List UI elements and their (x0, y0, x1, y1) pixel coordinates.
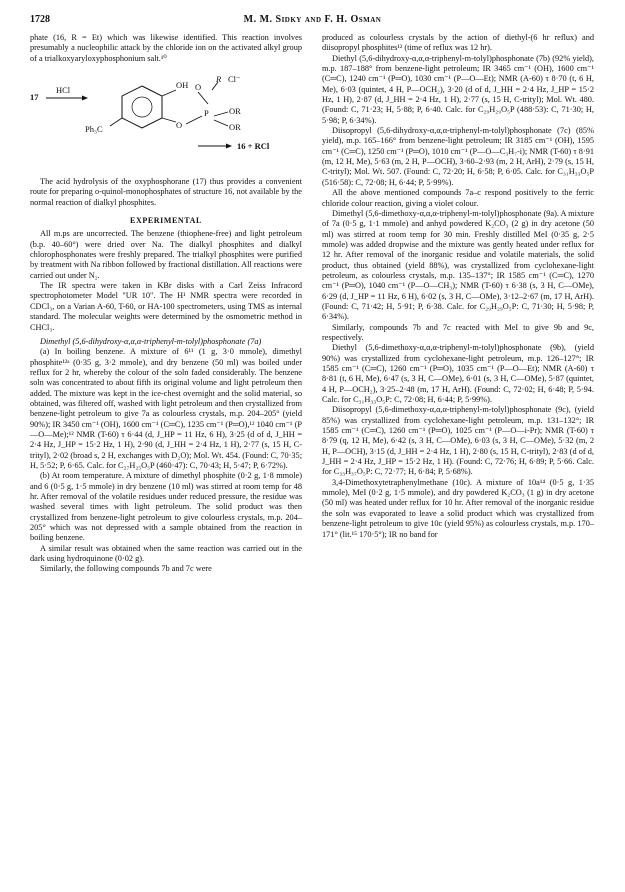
ph3c-label: Ph₃C (85, 124, 103, 135)
diisopropyl-9c-paragraph: Diisopropyl (5,6-dimethoxy-α,α,α-triphenyl-m-tolyl)phosphonate (9c), (yield 85%) was crystallized from cyclohexane-light petroleum, m.p. 131–132°; IR 1585 cm⁻¹ (C═C), 1260 cm⁻¹ (P═O), 1025 cm⁻¹ (P—O—i-Pr); NMR (T-60) τ 8·79 (q, 12 H, Me), 6·42 (s, 3 H, C—OMe), 6·03 (s, 3 H, C—OMe), 5·32 (m, 2 H, P—OCH), 3·15 (d, J_HH = 2·4 Hz, 1 H), 2·80 (s, 15 H, C-trityl), 2·83 (d of d, J_HH = 2·4 Hz, J_HP = 15·2 Hz, 1 H). (Found: C, 72·76; H, 6·89; P, 5·66. Calc. for C₃₃H₃₇O₅P: C, 72·77; H, 6·84; P, 5·68%). (322, 405, 594, 477)
r-label: R (216, 74, 222, 85)
tetraphenylmethane-10c-paragraph: 3,4-Dimethoxytetraphenylmethane (10c). A mixture of 10a¹⁴ (0·5 g, 1·35 mmole), MeI (0·2 g, 1·5 mmole), and dry powdered K₂CO₃ (1 g) in dry acetone (50 ml) was heated under reflux for 10 hr. After removal of the inorganic residue the soln was evaporated to leave a solid product which was crystallized from benzene-light petroleum to give 10c (yield 95%) as colourless crystals, m.p. 170–171° (lit.¹⁵ 170·5°); IR no band for (322, 477, 594, 539)
bond-o (162, 118, 176, 122)
bond-trityl (110, 118, 122, 126)
bond-p-or-2 (214, 120, 228, 126)
reaction-scheme (30, 68, 302, 163)
hcl-label: HCl (56, 85, 71, 96)
diethyl-7b-paragraph: Diethyl (5,6-dihydroxy-α,α,α-triphenyl-m-tolyl)phosphonate (7b) (92% yield), m.p. 187–188° from benzene-light petroleum; IR 3465 cm⁻¹ (OH), 1600 cm⁻¹ (C═C), 1240 cm⁻¹ (P═O), 1030 cm⁻¹ (P—O—Et); NMR (A-60) τ 8·70 (t, 6 H, Me), 6·03 (quintet, 4 H, P—OCH₂), 3·20 (d of d, J_HH = 2·4 Hz, J_HP = 15·2 Hz, 1 H), 2·87 (d, J_HH = 2·4 Hz, 1 H), 2·77 (s, 15 H, C-trityl); Mol. Wt. 480. (Found: C, 71·23; H, 5·88; P, 6·40. Calc. for C₂₉H₂₉O₅P (488·53): C, 71·30; H, 5·98; P, 6·34%). (322, 53, 594, 125)
continuation-paragraph: produced as colourless crystals by the action of diethyl-(6 hr reflux) and diisopropyl phosphites¹² (time of reflux was 12 hr). (322, 33, 594, 53)
experimental-heading: EXPERIMENTAL (130, 216, 202, 226)
o-bottom-label: O (176, 120, 183, 131)
procedure-b-room-temperature: (b) At room temperature. A mixture of dimethyl phosphite (0·2 g, 1·8 mmole) and 6 (0·5 g, 1·5 mmole) in dry benzene (10 ml) was stirred at room temp for 48 hr. After removal of the volatile residues under reduced pressure, the residue was washed several times with light petroleum. The solid product was then crystallized from benzene-light petroleum to give colourless crystals, m.p. 204–205° which was not depressed with a sample obtained from the reaction in boiling benzene. (30, 471, 302, 543)
bond-o-p-bottom (186, 116, 202, 124)
intro-paragraph: phate (16, R = Et) which was likewise identified. This reaction involves presumably a nucleophilic attack by the chloride ion on the activated alkyl group of a trialkoxyaryloxyphosphonium salt.¹⁰ (30, 33, 302, 63)
aromatic-circle (132, 97, 152, 117)
dimethyl-9a-paragraph: Dimethyl (5,6-dimethoxy-α,α,α-triphenyl-m-tolyl)phosphonate (9a). A mixture of 7a (0·5 g, 1·1 mmole) and anhyd powdered K₂CO₃ (2 g) in dry acetone (50 ml) was stirred at room temp for 30 min. Freshly distilled MeI (0·35 g, 2·5 mmole) was added dropwise and the mixture was gently heated under reflux for 12 hr. After removal of the inorganic residue and volatile materials, the solid product, thus obtained (yield 88%), was crystallized from cyclohexane-light petroleum, as colourless crystals, m.p. 135–137°; IR 1585 cm⁻¹ (C═C), 1270 cm⁻¹ (P═O), 1040 cm⁻¹ (P—O—CH₃); NMR (T-60) τ 6·38 (s, 3 H, C—OMe), 6·29 (d, J_HP = 11 Hz, 6 H), 6·02 (s, 3 H, C—OMe), 3·12–2·67 (m, 17 H, ArH). (Found: C, 71·42; H, 5·91; P, 6·38. Calc. for C₂₉H₂₉O₅P: C, 71·30; H, 5·98; P, 6·34%). (322, 208, 594, 322)
ferric-chloride-paragraph: All the above mentioned compounds 7a–c respond positively to the ferric chloride colour reaction, giving a violet colour. (322, 188, 594, 208)
product-label: 16 + RCl (237, 141, 270, 152)
compound-17-label: 17 (30, 92, 39, 103)
left-column (30, 33, 302, 575)
page-number: 1728 (30, 14, 50, 25)
chloride-label: Cl⁻ (228, 74, 241, 85)
running-title: M. M. Sidky and F. H. Osman (243, 14, 382, 25)
or-label-2: OR (229, 122, 241, 133)
o-top-label: O (195, 82, 202, 93)
oh-label: OH (176, 80, 189, 91)
phosphorus-label: P (204, 108, 209, 119)
reaction-arrowhead-1 (82, 96, 88, 101)
procedure-a-boiling-benzene: (a) In boiling benzene. A mixture of 6¹¹ (1 g, 3·0 mmole), dimethyl phosphite¹²ᵃ (0·35 g, 3·2 mmole), and dry benzene (50 ml) was boiled under reflux for 2 hr, whereby the colour of the soln faded considerably. The benzene soln was concentrated to about fifth its original volume and light petroleum then added. The mixture was kept in the ice-chest overnight and the solid material, so obtained, was filtered off, washed with light petroleum and then crystallized from benzene-light petroleum to give 7a as colourless crystals, m.p. 204–205° (yield 90%); IR 3450 cm⁻¹ (OH), 1600 cm⁻¹ (C═C), 1235 cm⁻¹ (P═O),¹² 1040 cm⁻¹ (P—O—Me);¹² NMR (T-60) τ 6·44 (d, J_HP = 11 Hz, 6 H), 3·25 (d of d, J_HH = 2·4 Hz, J_HP = 15·2 Hz, 1 H), 2·90 (d, J_HH = 2·4 Hz, 1 H), 2·77 (s, 15 H, C-trityl), 2·02 (broad s, 2 H, exchanges with D₂O); Mol. Wt. 454. (Found: C, 70·35; H, 5·52; P, 6·65. Calc. for C₂₇H₂₅O₅P (460·47): C, 70·43; H, 5·47; P, 6·72%). (30, 347, 302, 470)
bond-oh (162, 90, 176, 96)
or-label-1: OR (229, 106, 241, 117)
dimethyl-7a-heading: Dimethyl (5,6-dihydroxy-α,α,α-triphenyl-m-tolyl)phosphonate (7a) (40, 336, 262, 346)
diisopropyl-7c-paragraph: Diisopropyl (5,6-dihydroxy-α,α,α-triphenyl-m-tolyl)phosphonate (7c) (85% yield), m.p. 165–166° from benzene-light petroleum; IR 3185 cm⁻¹ (OH), 1595 cm⁻¹ (C═C), 1250 cm⁻¹ (P═O), 1010 cm⁻¹ (P—O—C₃H₇-i); NMR (T-60) τ 8·91 (m, 12 H, Me), 5·63 (m, 2 H, P—OCH), 3·60–2·93 (m, 2 H, ArH), 2·79 (s, 15 H, C-trityl); Mol. Wt. 507. (Found: C, 72·20; H, 6·58; P, 6·05. Calc. for C₃₁H₃₃O₅P (516·58): C, 72·08; H, 6·44; P, 5·99%). (322, 126, 594, 187)
page-header (30, 14, 595, 28)
similar-result-paragraph: A similar result was obtained when the same reaction was carried out in the dark using hydroquinone (0·02 g). (30, 543, 302, 564)
hydrolysis-paragraph: The acid hydrolysis of the oxyphosphorane (17) thus provides a convenient route for preparing o-quinol-monophosphates of structure 16, not available by the normal reaction of dialkyl phosphites. (30, 177, 302, 207)
experimental-paragraph-1: All m.ps are uncorrected. The benzene (thiophene-free) and light petroleum (b.p. 40–60°) were dried over Na. The dialkyl phosphites and dialkyl chlorophosphonates were freshly prepared. The trialkyl phosphites were purified by treatment with Na ribbon followed by fractional distillation. All reactions were carried out under N₂. (30, 229, 302, 280)
similarly-paragraph: Similarly, the following compounds 7b and 7c were (40, 564, 212, 574)
experimental-paragraph-2: The IR spectra were taken in KBr disks with a Carl Zeiss Infracord spectrophotometer Model "UR 10". The H¹ NMR spectra were recorded in CDCl₃, on a Varian A-60, T-60, or HA-100 spectrometers, using TMS as internal standard. The molecular weights were determined by the osmometric method in CHCl₃. (30, 281, 302, 332)
diethyl-9b-paragraph: Diethyl (5,6-dimethoxy-α,α,α-triphenyl-m-tolyl)phosphonate (9b), (yield 90%) was crystallized from cyclohexane-light petroleum, m.p. 126–127°; IR 1585 cm⁻¹ (C═C), 1260 cm⁻¹ (P═O), 1035 cm⁻¹ (P—O—Et); NMR (A-60) τ 8·81 (t, 6 H, Me), 6·47 (s, 3 H, C—OMe), 6·01 (s, 3 H, C—OMe), 5·87 (quintet, 4 H, P—OCH₂), 3·25–2·48 (m, 17 H, ArH). (Found: C, 72·02; H, 6·48; P, 5·94. Calc. for C₃₁H₃₃O₅P: C, 72·08; H, 6·44; P, 5·99%). (322, 343, 594, 405)
reaction-arrowhead-2 (226, 144, 232, 149)
right-column (322, 33, 594, 540)
bond-p-or-1 (214, 112, 228, 116)
bond-o-p-top (198, 92, 208, 104)
similarly-mei-paragraph: Similarly, compounds 7b and 7c reacted with MeI to give 9b and 9c, respectively. (322, 322, 594, 342)
benzene-ring (122, 86, 162, 128)
